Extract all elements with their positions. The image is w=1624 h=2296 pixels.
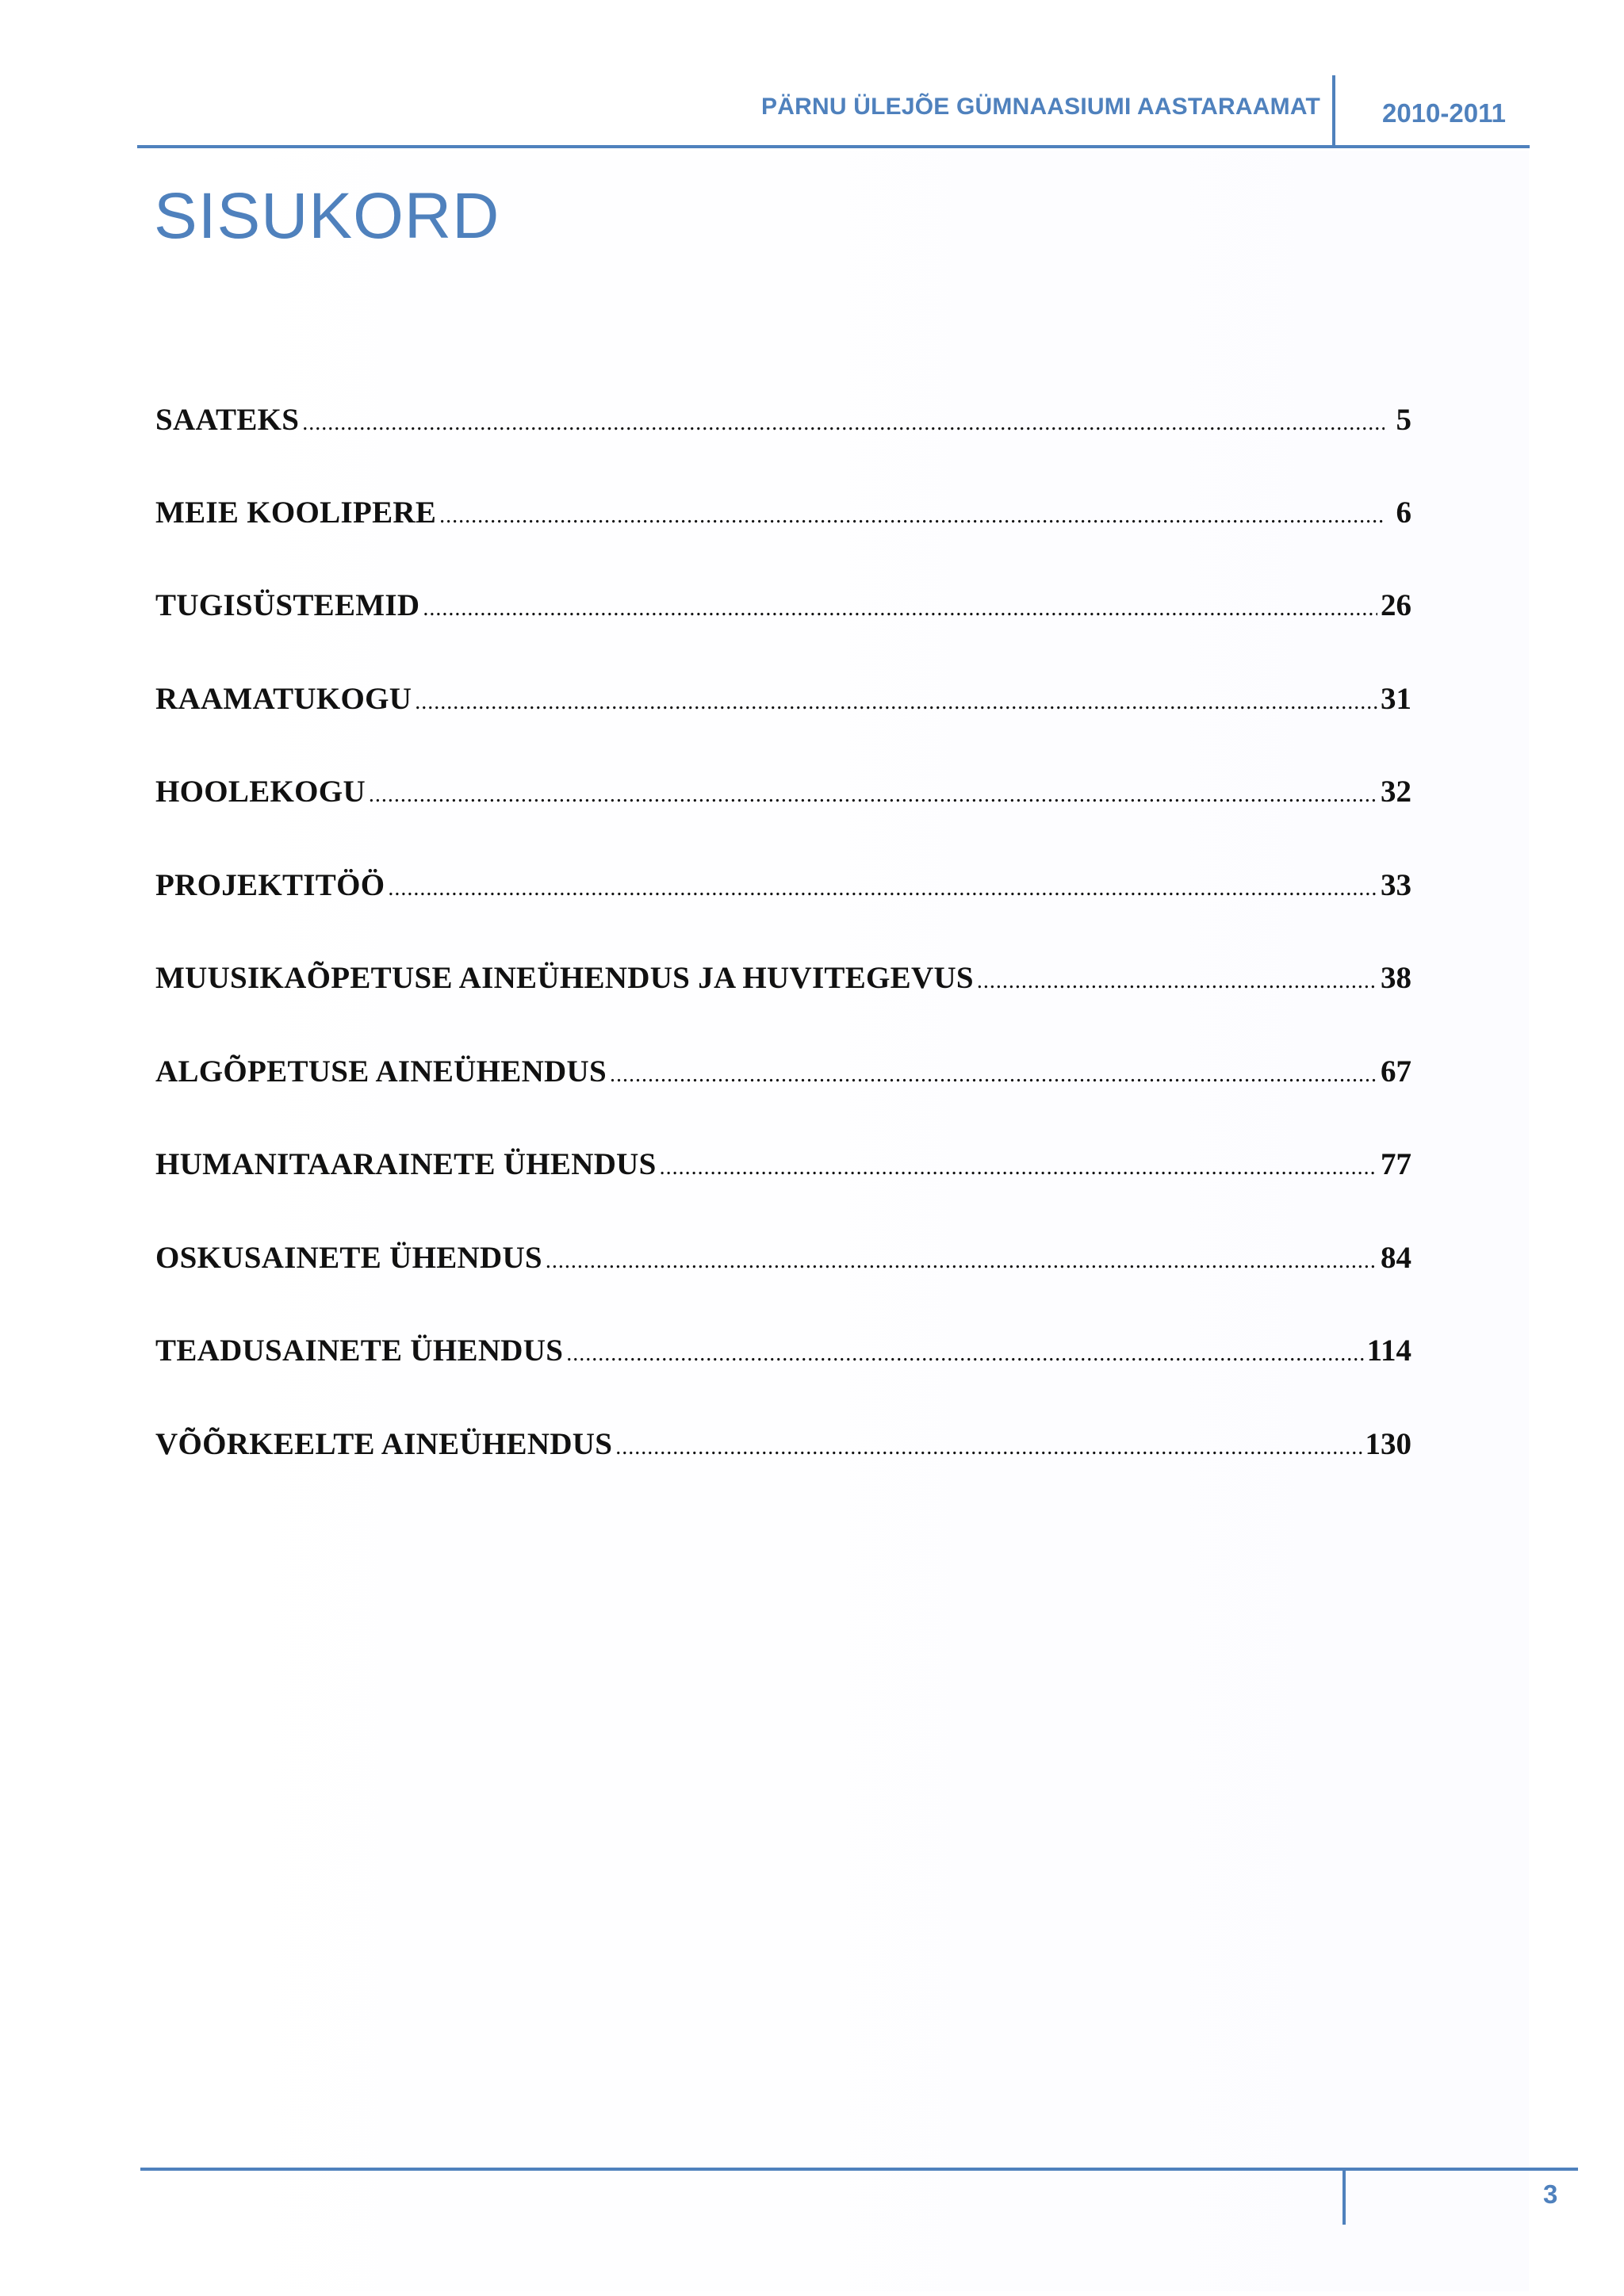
toc-entry-page: 6 <box>1396 496 1411 530</box>
toc-entry-label: TEADUSAINETE ÜHENDUS <box>155 1334 564 1368</box>
header-divider <box>1332 75 1335 147</box>
toc-entry-label: OSKUSAINETE ÜHENDUS <box>155 1241 542 1275</box>
toc-entry-page: 84 <box>1381 1241 1411 1275</box>
toc-entry-label: RAAMATUKOGU <box>155 682 412 716</box>
header-title: PÄRNU ÜLEJÕE GÜMNAASIUMI AASTARAAMAT <box>761 94 1320 120</box>
toc-entry-page: 67 <box>1381 1054 1411 1089</box>
toc-leader-dots <box>615 1421 1362 1471</box>
toc-entry-voorkeelte[interactable] <box>155 1421 1411 1468</box>
page-number: 3 <box>1543 2179 1558 2209</box>
toc-entry-saateks[interactable] <box>155 396 1411 444</box>
toc-entry-page: 33 <box>1381 868 1411 902</box>
toc-entry-label: MEIE KOOLIPERE <box>155 496 437 530</box>
toc-leader-dots <box>369 768 1377 819</box>
toc-leader-dots <box>388 862 1377 913</box>
toc-leader-dots <box>546 1234 1377 1285</box>
toc-entry-page: 5 <box>1396 403 1411 437</box>
toc-leader-dots <box>566 1327 1363 1378</box>
toc-entry-page: 130 <box>1365 1427 1411 1461</box>
toc-leader-dots <box>415 675 1377 726</box>
toc-entry-algopetuse[interactable] <box>155 1048 1411 1096</box>
header-year: 2010-2011 <box>1382 98 1506 128</box>
page-background <box>155 151 1529 2291</box>
toc-leader-dots <box>660 1141 1377 1192</box>
toc-entry-humanitaarainete[interactable] <box>155 1141 1411 1188</box>
toc-entry-tugisusteemid[interactable] <box>155 582 1411 629</box>
page-title: SISUKORD <box>154 180 500 252</box>
toc-entry-label: SAATEKS <box>155 403 300 437</box>
toc-entry-label: VÕÕRKEELTE AINEÜHENDUS <box>155 1427 613 1461</box>
toc-entry-page: 114 <box>1366 1334 1411 1368</box>
toc-leader-dots <box>423 582 1377 633</box>
toc-entry-meie-koolipere[interactable] <box>155 489 1411 537</box>
toc-entry-label: HOOLEKOGU <box>155 775 366 809</box>
footer-rule <box>140 2168 1578 2171</box>
toc-entry-page: 32 <box>1381 775 1411 809</box>
toc-entry-label: ALGÕPETUSE AINEÜHENDUS <box>155 1054 607 1089</box>
toc-leader-dots <box>977 955 1377 1005</box>
toc-entry-page: 38 <box>1381 961 1411 995</box>
toc-entry-label: TUGISÜSTEEMID <box>155 588 420 622</box>
toc-entry-raamatukogu[interactable] <box>155 675 1411 723</box>
toc-entry-page: 77 <box>1381 1147 1411 1181</box>
toc-entry-oskusainete[interactable] <box>155 1234 1411 1282</box>
toc-entry-muusikaopetuse[interactable] <box>155 955 1411 1002</box>
toc-entry-label: HUMANITAARAINETE ÜHENDUS <box>155 1147 657 1181</box>
toc-entry-projektitoo[interactable] <box>155 862 1411 909</box>
footer-divider <box>1342 2169 1346 2225</box>
toc-entry-page: 31 <box>1381 682 1411 716</box>
toc-entry-hoolekogu[interactable] <box>155 768 1411 816</box>
toc-entry-label: MUUSIKAÕPETUSE AINEÜHENDUS JA HUVITEGEVUS <box>155 961 974 995</box>
header-rule <box>137 145 1530 148</box>
toc-entry-label: PROJEKTITÖÖ <box>155 868 385 902</box>
toc-entry-teadusainete[interactable] <box>155 1327 1411 1375</box>
toc-leader-dots <box>302 396 1385 447</box>
toc-leader-dots <box>439 489 1385 540</box>
toc-leader-dots <box>610 1048 1377 1099</box>
toc-entry-page: 26 <box>1381 588 1411 622</box>
